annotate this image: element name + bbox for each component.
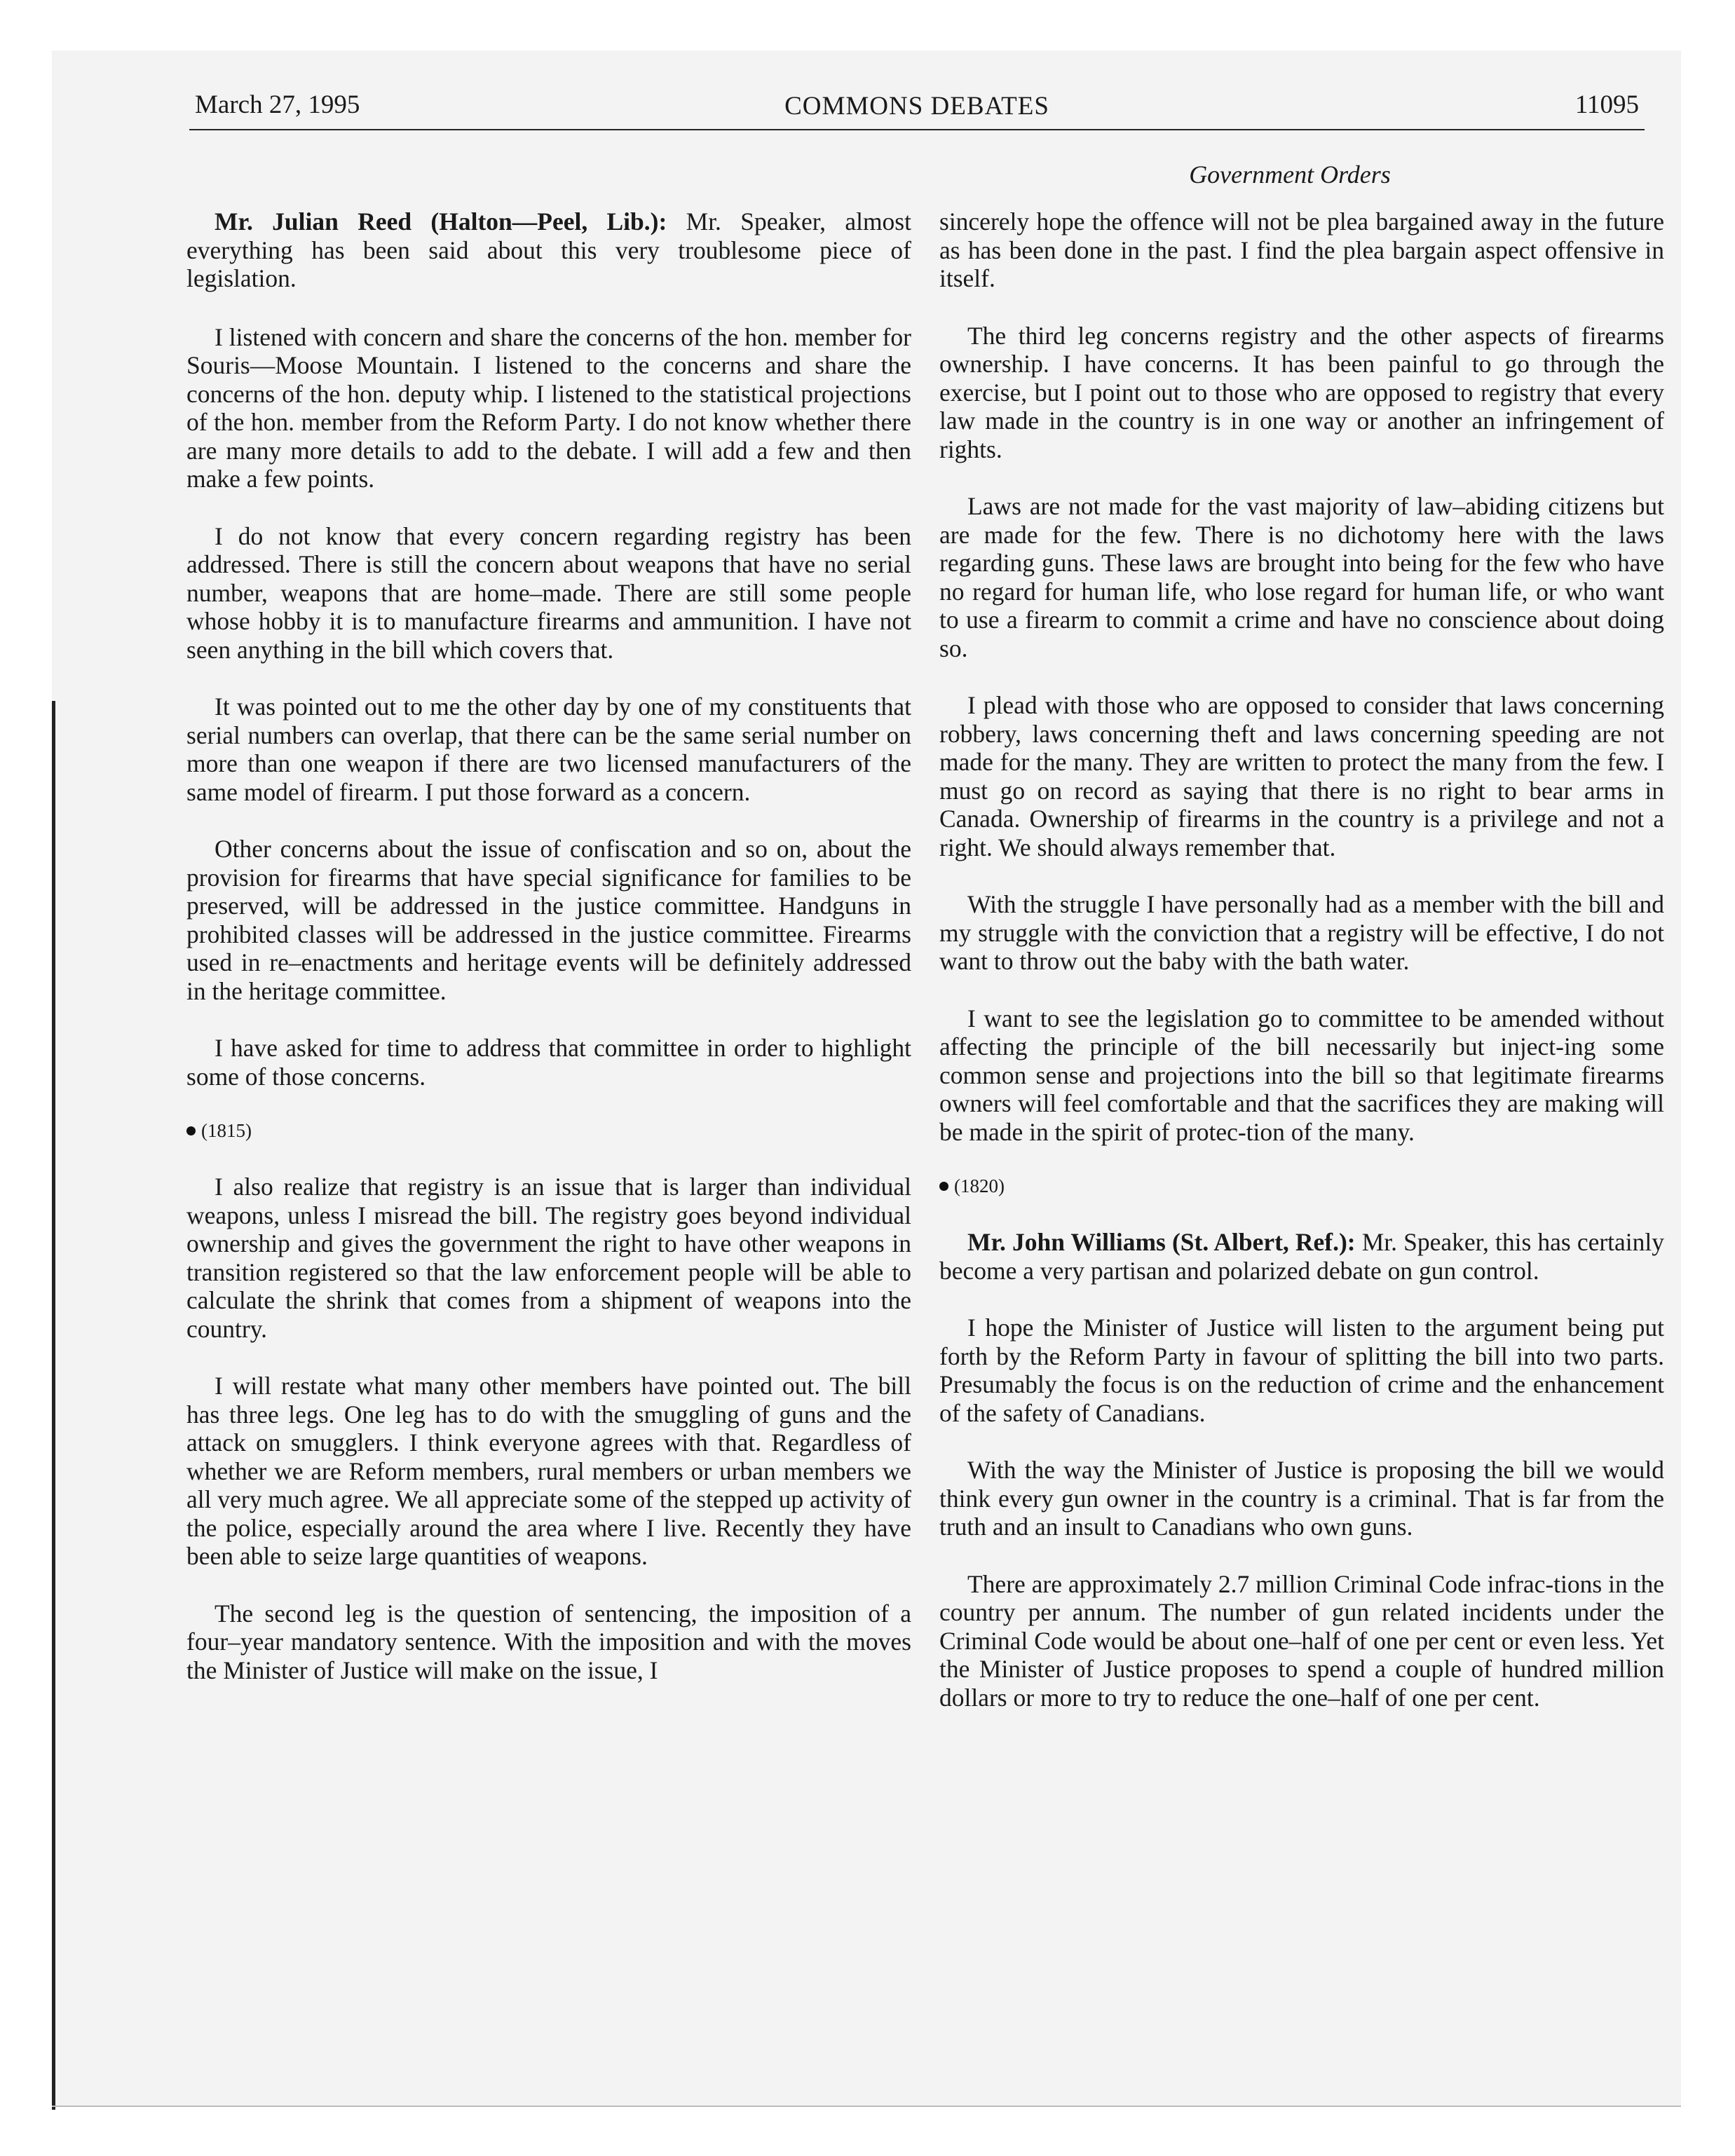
paragraph: Other concerns about the issue of confiscation and so on, about the provision for firearms that have special significance for families to be preserved, will be addressed in the justice committee. Handguns in prohibited classes will be addressed in the justice committee. Firearms used in re–enactments and heritage events will be definitely addressed in the heritage committee. — [186, 835, 911, 1005]
paragraph: There are approximately 2.7 million Criminal Code infrac-tions in the country per annum. The number of gun related incidents under the Criminal Code would be about one–half of one per cent or even less. Yet the Minister of Justice proposes to spend a couple of hundred million dollars or more to try to reduce the one–half of one per cent. — [939, 1569, 1664, 1712]
paragraph: I plead with those who are opposed to consider that laws concerning robbery, laws concerning theft and laws concerning speeding are not made for the many. They are written to protect the many from the few. I must go on record as saying that there is no right to bear arms in Canada. Ownership of firearms in the country is a privilege and not a right. We should always remember that. — [939, 691, 1664, 861]
paragraph: I will restate what many other members have pointed out. The bill has three legs. One leg has to do with the smuggling of guns and the attack on smugglers. I think everyone agrees with that. Regardless of whether we are Reform members, rural members or urban members we all very much agree. We all appreciate some of the stepped up activity of the police, especially around the area where I live. Recently they have been able to seize large quantities of weapons. — [186, 1372, 911, 1570]
paragraph-text: Mr. Speaker, almost everything has been said about this very troublesome piece of legislation. — [186, 207, 911, 292]
paragraph: I listened with concern and share the concerns of the hon. member for Souris—Moose Mountain. I listened to the concerns and share the concerns of the hon. deputy whip. I listened to the statistical projections of the hon. member from the Reform Party. I do not know whether there are many more details to add to the debate. I will add a few and then make a few points. — [186, 322, 911, 493]
paragraph: I do not know that every concern regarding registry has been addressed. There is still the concern about weapons that have no serial number, weapons that are home–made. There are still some people whose hobby it is to manufacture firearms and ammunition. I have not seen anything in the bill which covers that. — [186, 521, 911, 664]
page-header — [189, 86, 1645, 130]
paragraph — [939, 1228, 1664, 1285]
scan-edge-shadow — [52, 701, 55, 2110]
paragraph: With the way the Minister of Justice is proposing the bill we would think every gun owner in the country is a criminal. That is far from the truth and an insult to Canadians who own guns. — [939, 1456, 1664, 1541]
paragraph: I hope the Minister of Justice will listen to the argument being put forth by the Reform Party in favour of splitting the bill into two parts. Presumably the focus is on the reduction of crime and the enhancement of the safety of Canadians. — [939, 1314, 1664, 1427]
paragraph — [186, 207, 911, 293]
bullet-icon — [186, 1126, 196, 1135]
left-column — [186, 207, 911, 1713]
time-marker-text: (1815) — [201, 1120, 252, 1141]
scan-bottom-edge — [52, 2106, 1681, 2107]
time-marker — [186, 1119, 911, 1142]
bullet-icon — [939, 1182, 948, 1191]
paragraph: I also realize that registry is an issue that is larger than individual weapons, unless I misread the bill. The registry goes beyond individual ownership and gives the government the right to have other weapons in transition registered so that the law enforcement people will be able to calculate the shrink that comes from a shipment of weapons into the country. — [186, 1173, 911, 1343]
time-marker-text: (1820) — [954, 1175, 1005, 1196]
paragraph: The third leg concerns registry and the other aspects of firearms ownership. I have concerns. It has been painful to go through the exercise, but I point out to those who are opposed to registry that every law made in the country is in one way or another an infringement of rights. — [939, 321, 1664, 463]
header-date: March 27, 1995 — [195, 90, 360, 119]
header-title: COMMONS DEBATES — [784, 92, 1049, 121]
time-marker — [939, 1175, 1664, 1197]
paragraph: With the struggle I have personally had as a member with the bill and my struggle with the conviction that a registry will be effective, I do not want to throw out the baby with the bath water. — [939, 890, 1664, 975]
header-page-number: 11095 — [1574, 90, 1639, 119]
paragraph: I have asked for time to address that committee in order to highlight some of those concerns. — [186, 1034, 911, 1091]
section-heading: Government Orders — [1189, 161, 1391, 189]
paragraph: Laws are not made for the vast majority of law–abiding citizens but are made for the few. There is no dichotomy here with the laws regarding guns. These laws are brought into being for the few who have no regard for human life, who lose regard for human life, or who want to use a firearm to commit a crime and have no conscience about doing so. — [939, 492, 1664, 662]
paragraph: It was pointed out to me the other day by one of my constituents that serial numbers can overlap, that there can be the same serial number on more than one weapon if there are two licensed manufacturers of the same model of firearm. I put those forward as a concern. — [186, 692, 911, 806]
paragraph-text: Mr. Speaker, this has certainly become a very partisan and polarized debate on gun control. — [939, 1228, 1664, 1285]
right-column — [939, 207, 1664, 1740]
paragraph: The second leg is the question of sentencing, the imposition of a four–year mandatory sentence. With the imposition and with the moves the Minister of Justice will make on the issue, I — [186, 1599, 911, 1684]
paragraph: I want to see the legislation go to committee to be amended without affecting the principle of the bill necessarily but inject-ing some common sense and projections into the bill so that legitimate firearms owners will feel comfortable and that the sacrifices they are making will be made in the spirit of protec-tion of the many. — [939, 1004, 1664, 1146]
paragraph-continued: sincerely hope the offence will not be plea bargained away in the future as has been done in the past. I find the plea bargain aspect offensive in itself. — [939, 207, 1664, 292]
speaker-name: Mr. John Williams (St. Albert, Ref.): — [967, 1228, 1356, 1256]
speaker-name: Mr. Julian Reed (Halton—Peel, Lib.): — [215, 207, 667, 236]
